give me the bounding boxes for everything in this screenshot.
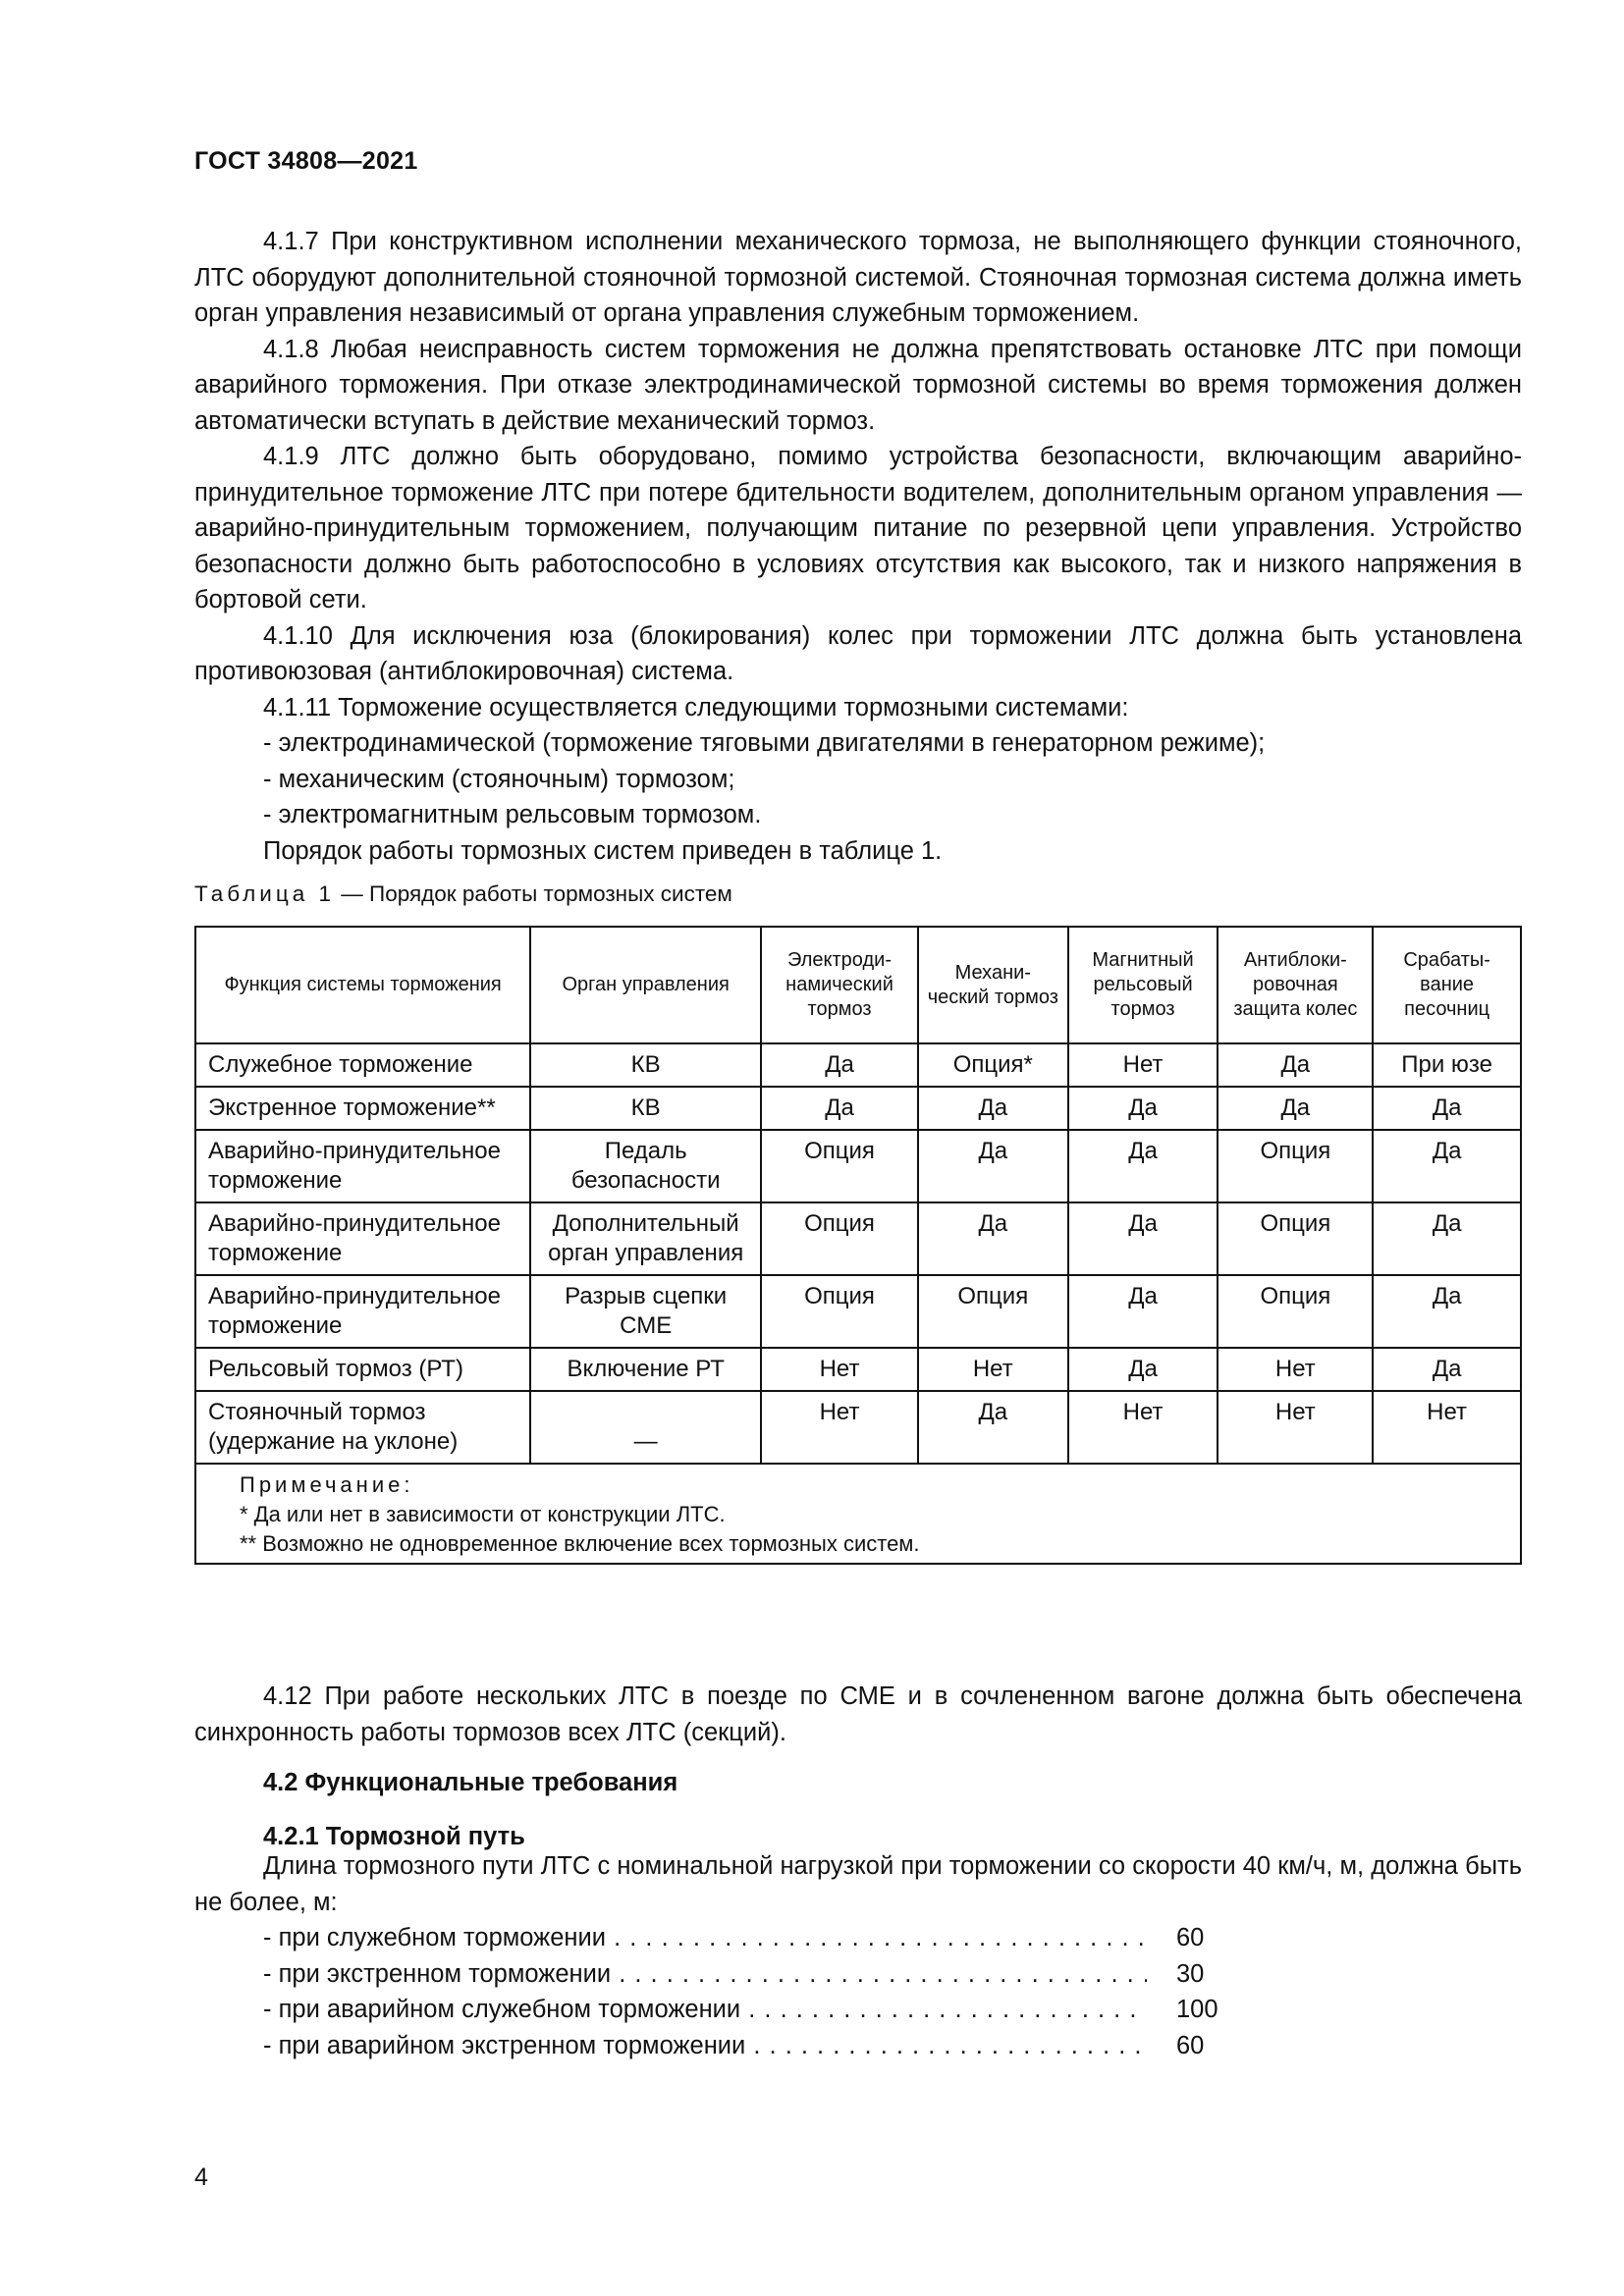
table-cell: Включение РТ [530, 1348, 761, 1391]
table-cell: Опция [1218, 1275, 1373, 1348]
table-cell: Опция [761, 1275, 918, 1348]
distance-value: 100 [1176, 1996, 1218, 2023]
column-header: Функция системы торможения [195, 927, 530, 1043]
paragraph-4-1-9: 4.1.9 ЛТС должно быть оборудовано, помимо устройства безопасности, включающим аварийно-принудительное торможение ЛТС при потере бдительности водителем, дополнительным органом управления — аварийно-принудительным торможением, получающим питание по резервной цепи управления. Устройство безопасности должно быть работоспособно в условиях отсутствия как высокого, так и низкого напряжения в бортовой сети. [194, 443, 1522, 614]
table-notes-row [195, 1464, 1521, 1564]
table-row [195, 1391, 1521, 1464]
table-cell: Нет [918, 1348, 1068, 1391]
table-cell: Да [1373, 1348, 1521, 1391]
table-cell: Разрыв сцепки СМЕ [530, 1275, 761, 1348]
table-notes [195, 1464, 1521, 1564]
subsection-body [194, 1848, 1522, 1920]
table-cell: Да [1218, 1087, 1373, 1130]
table-cell: Да [918, 1130, 1068, 1202]
table-cell: Опция [761, 1202, 918, 1275]
table-cell: Аварийно-принудительное торможение [195, 1202, 530, 1275]
column-header: Магнитный рельсовый тормоз [1068, 927, 1218, 1043]
table-cell: Да [1068, 1348, 1218, 1391]
table-cell: — [530, 1391, 761, 1464]
table-cell: При юзе [1373, 1043, 1521, 1087]
table-cell: Нет [1068, 1043, 1218, 1087]
list-item: - электродинамической (торможение тяговыми двигателями в генераторном режиме); [263, 729, 1266, 757]
distance-label: - при аварийном экстренном торможении . . . [263, 2028, 1147, 2064]
table-cell: Да [918, 1202, 1068, 1275]
paragraph-4-1-8: 4.1.8 Любая неисправность систем торможения не должна препятствовать остановке ЛТС при помощи аварийного торможения. При отказе электродинамической тормозной системы во время торможения должен автоматически вступать в действие механический тормоз. [194, 335, 1522, 435]
table-cell: Да [1373, 1275, 1521, 1348]
distance-label: - при служебном торможении . . . [263, 1920, 1147, 1956]
distance-value: 30 [1176, 1959, 1205, 1988]
table-cell: Да [1373, 1130, 1521, 1202]
table-header-row [195, 927, 1521, 1043]
table-cell: Аварийно-принудительное торможение [195, 1130, 530, 1202]
paragraph-4-1-11: 4.1.11 Торможение осуществляется следующими тормозными системами: [263, 693, 1129, 721]
table-cell: Да [918, 1087, 1068, 1130]
table-cell: Опция* [918, 1043, 1068, 1087]
table-cell: Да [1218, 1043, 1373, 1087]
table-reference: Порядок работы тормозных систем приведен в таблице 1. [263, 836, 943, 865]
list-item [263, 1992, 1255, 2028]
note-item: ** Возможно не одновременное включение всех тормозных систем. [240, 1531, 920, 1556]
table-cell: Да [1068, 1130, 1218, 1202]
column-header: Орган управления [530, 927, 761, 1043]
table-cell: Опция [761, 1130, 918, 1202]
table-cell: Аварийно-принудительное торможение [195, 1275, 530, 1348]
table-cell: Опция [918, 1275, 1068, 1348]
table-cell: КВ [530, 1043, 761, 1087]
braking-distance-list [263, 1920, 1255, 2063]
table-cell: Да [1373, 1202, 1521, 1275]
table-cell: Рельсовый тормоз (РТ) [195, 1348, 530, 1391]
distance-label: - при экстренном торможении . . . [263, 1956, 1147, 1993]
column-header: Электроди-намический тормоз [761, 927, 918, 1043]
table-row [195, 1130, 1521, 1202]
table-cell: Опция [1218, 1202, 1373, 1275]
list-item: - электромагнитным рельсовым тормозом. [263, 801, 762, 828]
column-header: Антиблоки-ровочная защита колес [1218, 927, 1373, 1043]
distance-value: 60 [1176, 2031, 1205, 2059]
table-caption-label: Таблица 1 [194, 881, 335, 906]
table-cell: Да [761, 1043, 918, 1087]
list-item: - механическим (стояночным) тормозом; [263, 765, 735, 793]
table-cell: Да [1068, 1202, 1218, 1275]
list-item [263, 2028, 1255, 2064]
subsection-heading: 4.2.1 Тормозной путь [263, 1823, 525, 1850]
table-cell: Да [918, 1391, 1068, 1464]
body-text-top [194, 224, 1522, 869]
table-row [195, 1348, 1521, 1391]
table-cell: Нет [1373, 1391, 1521, 1464]
table-caption [194, 881, 732, 907]
column-header: Механи-ческий тормоз [918, 927, 1068, 1043]
table-cell: Да [761, 1087, 918, 1130]
note-item: * Да или нет в зависимости от конструкции ЛТС. [240, 1502, 726, 1526]
paragraph-4-2-1: Длина тормозного пути ЛТС с номинальной нагрузкой при торможении со скорости 40 км/ч, м, должна быть не более, м: [194, 1852, 1522, 1916]
note-title: Примечание: [240, 1472, 414, 1497]
paragraph-4-1-10: 4.1.10 Для исключения юза (блокирования) колес при торможении ЛТС должна быть установлена противоюзовая (антиблокировочная) система. [194, 621, 1522, 685]
table-cell: КВ [530, 1087, 761, 1130]
table-row [195, 1043, 1521, 1087]
paragraph-4-1-7: 4.1.7 При конструктивном исполнении механического тормоза, не выполняющего функции стояночного, ЛТС оборудуют дополнительной стояночной тормозной системой. Стояночная тормозная система должна иметь орган управления независимый от органа управления служебным торможением. [194, 228, 1522, 327]
table-cell: Нет [1218, 1348, 1373, 1391]
table-caption-text: — Порядок работы тормозных систем [341, 881, 732, 906]
paragraph-4-12: 4.12 При работе нескольких ЛТС в поезде по СМЕ и в сочлененном вагоне должна быть обеспечена синхронность работы тормозов всех ЛТС (секций). [194, 1682, 1522, 1746]
table-cell: Экстренное торможение** [195, 1087, 530, 1130]
braking-systems-table [194, 926, 1522, 1565]
table-cell: Педаль безопасности [530, 1130, 761, 1202]
table-cell: Да [1373, 1087, 1521, 1130]
document-header: ГОСТ 34808—2021 [194, 147, 418, 175]
section-heading: 4.2 Функциональные требования [263, 1769, 678, 1796]
table-cell: Опция [1218, 1130, 1373, 1202]
distance-value: 60 [1176, 1924, 1205, 1951]
table-row [195, 1087, 1521, 1130]
table-row [195, 1275, 1521, 1348]
table-cell: Да [1068, 1087, 1218, 1130]
page-number: 4 [194, 2163, 208, 2191]
column-header: Срабаты-вание песочниц [1373, 927, 1521, 1043]
list-item [263, 1920, 1255, 1956]
table-cell: Нет [1068, 1391, 1218, 1464]
table-cell: Дополнительный орган управления [530, 1202, 761, 1275]
table-cell: Стояночный тормоз (удержание на уклоне) [195, 1391, 530, 1464]
list-item [263, 1956, 1255, 1993]
table-cell: Да [1068, 1275, 1218, 1348]
table-cell: Служебное торможение [195, 1043, 530, 1087]
table-cell: Нет [1218, 1391, 1373, 1464]
body-text-after-table [194, 1679, 1522, 1750]
table-cell: Нет [761, 1348, 918, 1391]
table-row [195, 1202, 1521, 1275]
distance-label: - при аварийном служебном торможении . . . [263, 1992, 1147, 2028]
table-cell: Нет [761, 1391, 918, 1464]
